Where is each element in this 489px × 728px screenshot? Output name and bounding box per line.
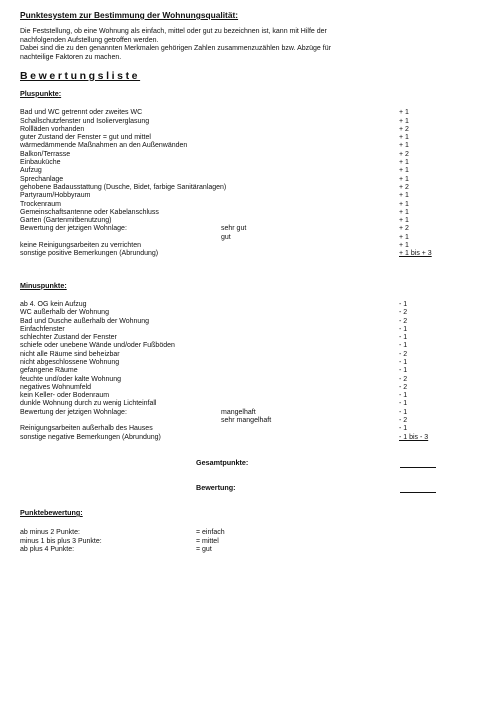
item-points: - 2 <box>399 417 408 425</box>
item-points: + 1 bis + 3 <box>399 250 432 258</box>
item-points: - 1 <box>399 342 408 350</box>
item-sublabel: sehr gut <box>221 225 247 233</box>
item-points: + 1 <box>399 242 409 250</box>
item-label: Sprechanlage <box>20 175 64 183</box>
item-points: - 1 <box>399 325 408 333</box>
item-points: - 1 <box>399 300 408 308</box>
item-label: negatives Wohnumfeld <box>20 383 92 391</box>
list-item <box>20 109 469 117</box>
item-points: + 2 <box>399 225 409 233</box>
list-item <box>20 201 469 209</box>
item-points: - 2 <box>399 383 408 391</box>
item-points: + 2 <box>399 150 409 158</box>
item-label: WC außerhalb der Wohnung <box>20 309 109 317</box>
item-label: gefangene Räume <box>20 367 78 375</box>
list-item <box>20 318 469 326</box>
list-item <box>20 142 469 150</box>
item-points: - 1 <box>399 334 408 342</box>
list-heading: Bewertungsliste <box>20 69 141 82</box>
item-sublabel: gut <box>221 233 231 241</box>
item-label: Bad und Dusche außerhalb der Wohnung <box>20 317 150 325</box>
item-label: schlechter Zustand der Fenster <box>20 334 117 342</box>
list-item <box>20 359 469 367</box>
intro-line: Dabei sind die zu den genannten Merkmalen gehörigen Zahlen zusammenzuzählen bzw. Abzüge für <box>20 45 331 53</box>
item-label: wärmedämmende Maßnahmen an den Außenwänden <box>20 142 188 150</box>
item-label: ab 4. OG kein Aufzug <box>20 300 87 308</box>
item-label: Balkon/Terrasse <box>20 150 71 158</box>
item-label: feuchte und/oder kalte Wohnung <box>20 375 122 383</box>
list-item <box>20 250 469 258</box>
scale-list <box>20 529 469 554</box>
scale-label: ab minus 2 Punkte: <box>20 529 80 537</box>
item-label: Rollläden vorhanden <box>20 125 85 133</box>
item-label: Bad und WC getrennt oder zweites WC <box>20 109 143 117</box>
item-label: sonstige negative Bemerkungen (Abrundung) <box>20 433 161 441</box>
item-label: Einfachfenster <box>20 325 65 333</box>
list-item <box>20 134 469 142</box>
list-item <box>20 192 469 200</box>
list-item <box>20 417 469 425</box>
item-points: - 1 bis - 3 <box>399 433 429 441</box>
item-points: + 1 <box>399 233 409 241</box>
item-label: Garten (Gartenmitbenutzung) <box>20 217 112 225</box>
item-label: keine Reinigungsarbeiten zu verrichten <box>20 242 142 250</box>
item-sublabel: sehr mangelhaft <box>221 417 272 425</box>
item-points: - 1 <box>399 400 408 408</box>
item-points: - 1 <box>399 358 408 366</box>
list-item <box>20 367 469 375</box>
list-item <box>20 334 469 342</box>
scale-label: ab plus 4 Punkte: <box>20 545 75 553</box>
item-points: + 2 <box>399 125 409 133</box>
intro-line: nachteilige Faktoren zu machen. <box>20 54 122 62</box>
item-points: + 1 <box>399 217 409 225</box>
list-item <box>20 392 469 400</box>
item-points: - 1 <box>399 425 408 433</box>
document-title: Punktesystem zur Bestimmung der Wohnungsqualität: <box>20 10 239 20</box>
rating-label: Bewertung: <box>196 482 236 492</box>
list-item <box>20 309 469 317</box>
scale-row <box>20 538 469 546</box>
item-points: - 1 <box>399 392 408 400</box>
list-item <box>20 326 469 334</box>
item-points: + 1 <box>399 175 409 183</box>
list-item <box>20 234 469 242</box>
item-points: - 1 <box>399 408 408 416</box>
item-points: + 2 <box>399 183 409 191</box>
list-item <box>20 176 469 184</box>
list-item <box>20 301 469 309</box>
item-label: schiefe oder unebene Wände und/oder Fußböden <box>20 342 175 350</box>
item-label: Einbauküche <box>20 159 61 167</box>
item-points: + 1 <box>399 200 409 208</box>
intro-text <box>20 28 469 62</box>
list-item <box>20 434 469 442</box>
item-label: sonstige positive Bemerkungen (Abrundung) <box>20 250 159 258</box>
item-label: Schallschutzfenster und Isolierverglasung <box>20 117 150 125</box>
list-item <box>20 167 469 175</box>
item-points: - 1 <box>399 367 408 375</box>
list-item <box>20 384 469 392</box>
list-item <box>20 225 469 233</box>
list-item <box>20 342 469 350</box>
list-item <box>20 425 469 433</box>
list-item <box>20 409 469 417</box>
scale-row <box>20 529 469 537</box>
item-points: + 1 <box>399 117 409 125</box>
item-label: kein Keller- oder Bodenraum <box>20 392 110 400</box>
total-points-blank <box>400 467 436 468</box>
scale-label: minus 1 bis plus 3 Punkte: <box>20 537 102 545</box>
item-points: - 2 <box>399 317 408 325</box>
list-item <box>20 209 469 217</box>
item-sublabel: mangelhaft <box>221 408 256 416</box>
item-label: Partyraum/Hobbyraum <box>20 192 91 200</box>
list-item <box>20 242 469 250</box>
list-item <box>20 151 469 159</box>
rating-blank <box>400 492 436 493</box>
item-label: Bewertung der jetzigen Wohnlage: <box>20 408 127 416</box>
item-points: - 2 <box>399 309 408 317</box>
total-points-label: Gesamtpunkte: <box>196 457 249 467</box>
item-points: + 1 <box>399 159 409 167</box>
item-points: - 2 <box>399 350 408 358</box>
minus-heading: Minuspunkte: <box>20 280 67 290</box>
scale-value: = gut <box>196 545 212 553</box>
list-item <box>20 159 469 167</box>
list-item <box>20 184 469 192</box>
scale-row <box>20 546 469 554</box>
intro-line: Die Feststellung, ob eine Wohnung als einfach, mittel oder gut zu bezeichnen ist, kann mit Hilfe der <box>20 28 327 36</box>
minus-list <box>20 301 469 442</box>
item-label: guter Zustand der Fenster = gut und mittel <box>20 134 151 142</box>
total-points-row <box>20 459 469 471</box>
item-points: + 1 <box>399 208 409 216</box>
item-label: Aufzug <box>20 167 42 175</box>
list-item <box>20 126 469 134</box>
intro-line: nachfolgenden Aufstellung getroffen werden. <box>20 36 159 44</box>
item-label: Reinigungsarbeiten außerhalb des Hauses <box>20 425 153 433</box>
scale-value: = einfach <box>196 529 225 537</box>
item-label: dunkle Wohnung durch zu wenig Lichteinfall <box>20 400 157 408</box>
item-points: + 1 <box>399 109 409 117</box>
item-label: nicht abgeschlossene Wohnung <box>20 358 120 366</box>
item-label: nicht alle Räume sind beheizbar <box>20 350 120 358</box>
list-item <box>20 351 469 359</box>
item-label: Trockenraum <box>20 200 61 208</box>
plus-heading: Pluspunkte: <box>20 88 62 98</box>
item-points: - 2 <box>399 375 408 383</box>
item-label: gehobene Badausstattung (Dusche, Bidet, farbige Sanitäranlagen) <box>20 183 227 191</box>
rating-row <box>20 484 469 496</box>
item-points: + 1 <box>399 167 409 175</box>
list-item <box>20 400 469 408</box>
scale-heading: Punktebewertung: <box>20 507 83 517</box>
item-points: + 1 <box>399 192 409 200</box>
item-label: Gemeinschaftsantenne oder Kabelanschluss <box>20 208 159 216</box>
item-label: Bewertung der jetzigen Wohnlage: <box>20 225 127 233</box>
plus-list <box>20 109 469 258</box>
item-points: + 1 <box>399 134 409 142</box>
item-points: + 1 <box>399 142 409 150</box>
list-item <box>20 376 469 384</box>
scale-value: = mittel <box>196 537 219 545</box>
list-item <box>20 118 469 126</box>
list-item <box>20 217 469 225</box>
